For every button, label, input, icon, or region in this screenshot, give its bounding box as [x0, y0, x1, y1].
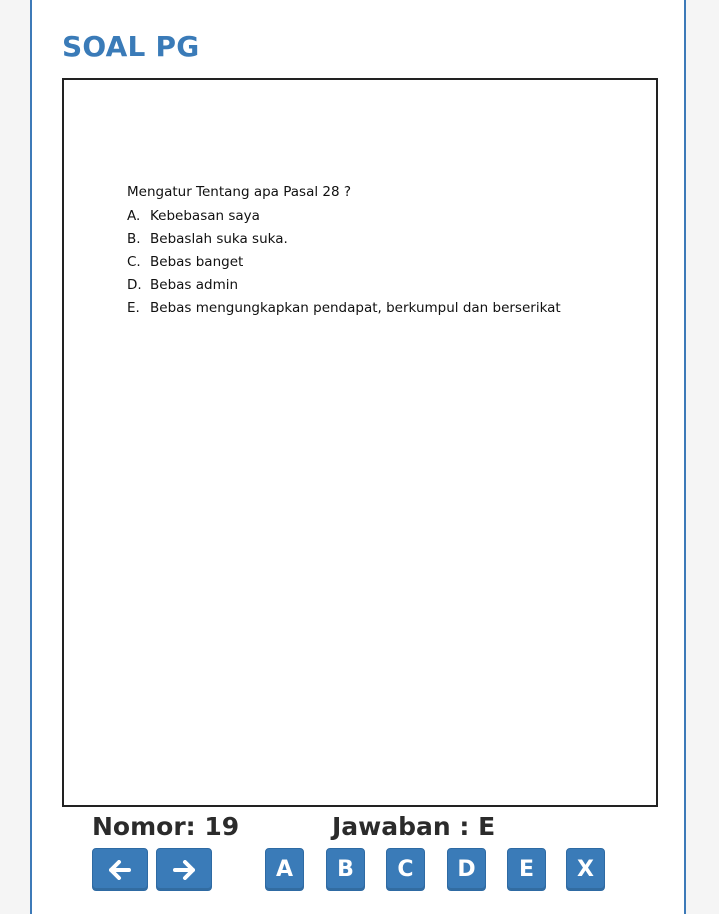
- option-letter: C.: [127, 254, 141, 270]
- question-panel: [62, 78, 658, 807]
- answer-b-button[interactable]: B: [326, 848, 365, 891]
- selected-answer-label: Jawaban : E: [332, 812, 496, 841]
- option-a: [127, 208, 627, 231]
- question-content: [127, 184, 627, 323]
- option-letter: A.: [127, 208, 141, 224]
- page-title: SOAL PG: [62, 30, 200, 63]
- option-text: Bebas banget: [150, 254, 244, 270]
- option-d: [127, 277, 627, 300]
- arrow-right-icon: [173, 860, 195, 880]
- option-text: Bebaslah suka suka.: [150, 231, 288, 247]
- option-b: [127, 231, 627, 254]
- option-e: [127, 300, 627, 323]
- answer-a-button[interactable]: A: [265, 848, 304, 891]
- previous-question-button[interactable]: [92, 848, 148, 891]
- option-letter: E.: [127, 300, 140, 316]
- option-text: Bebas mengungkapkan pendapat, berkumpul dan berserikat: [150, 300, 561, 316]
- question-number-label: Nomor: 19: [92, 812, 240, 841]
- option-c: [127, 254, 627, 277]
- answer-e-button[interactable]: E: [507, 848, 546, 891]
- option-text: Kebebasan saya: [150, 208, 260, 224]
- answer-c-button[interactable]: C: [386, 848, 425, 891]
- answer-d-button[interactable]: D: [447, 848, 486, 891]
- option-text: Bebas admin: [150, 277, 239, 293]
- clear-answer-button[interactable]: X: [566, 848, 605, 891]
- arrow-left-icon: [109, 860, 131, 880]
- option-letter: D.: [127, 277, 142, 293]
- question-text: Mengatur Tentang apa Pasal 28 ?: [127, 184, 352, 200]
- next-question-button[interactable]: [156, 848, 212, 891]
- option-letter: B.: [127, 231, 141, 247]
